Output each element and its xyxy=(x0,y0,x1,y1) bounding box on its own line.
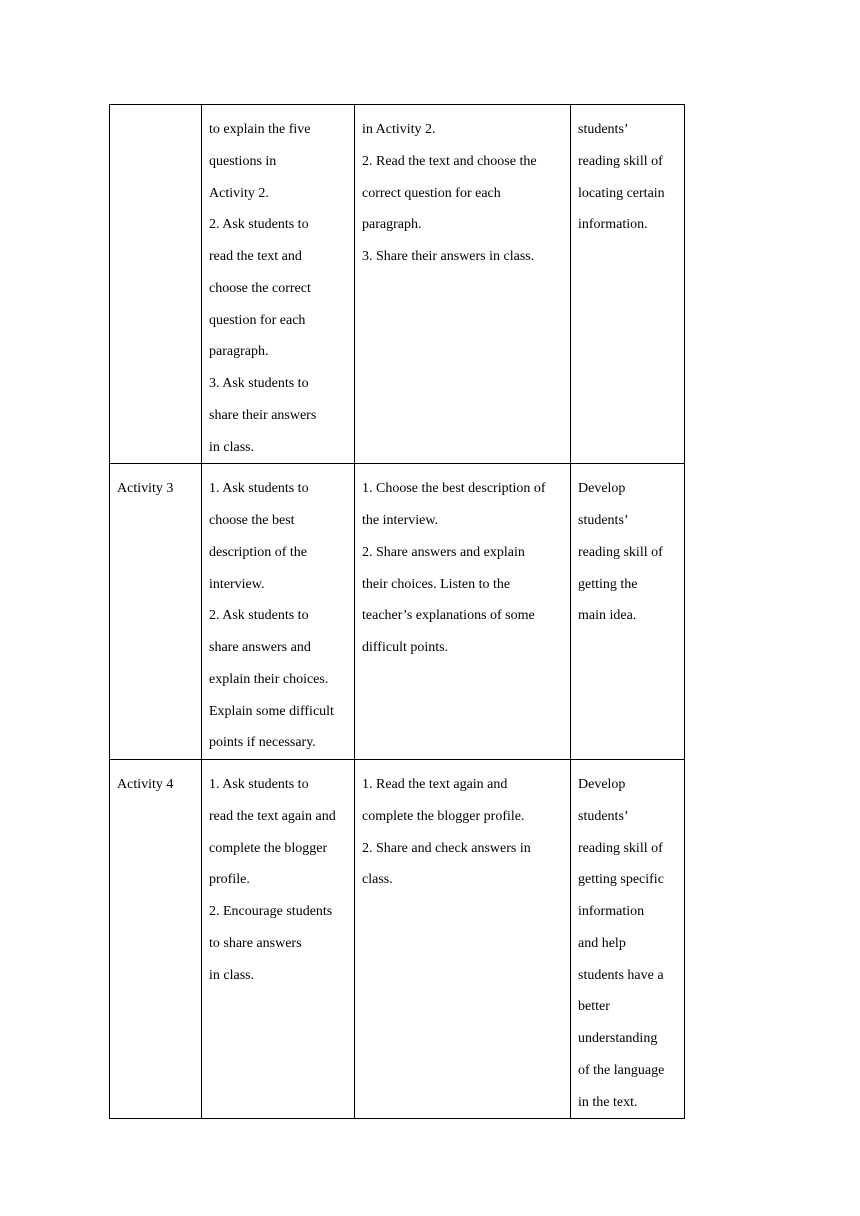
text-line: students have a xyxy=(578,967,664,983)
teacher-activity-cell xyxy=(202,464,355,760)
text-line: their choices. Listen to the xyxy=(362,576,511,592)
text-line: Explain some difficult xyxy=(209,703,334,719)
teacher-activity-cell xyxy=(202,105,355,464)
text-line: 2. Share and check answers in xyxy=(362,840,531,856)
text-line: information xyxy=(578,904,645,919)
text-line: main idea. xyxy=(578,608,637,624)
activity-table xyxy=(109,104,685,1119)
text-line: profile. xyxy=(209,872,250,888)
text-line: of the language xyxy=(578,1062,665,1078)
text-line: and help xyxy=(578,935,626,951)
text-line: share their answers xyxy=(209,407,317,423)
text-line: complete the blogger profile. xyxy=(362,808,525,824)
activity-cell xyxy=(110,464,202,760)
activity-label: Activity 4 xyxy=(117,777,174,792)
text-line: 1. Ask students to xyxy=(209,481,309,497)
text-line: in Activity 2. xyxy=(362,122,436,137)
text-line: correct question for each xyxy=(362,185,501,201)
activity-cell xyxy=(110,105,202,464)
text-line: 2. Ask students to xyxy=(209,608,309,624)
text-line: 2. Share answers and explain xyxy=(362,544,525,560)
text-line: the interview. xyxy=(362,513,439,528)
text-line: better xyxy=(578,999,610,1015)
table-row xyxy=(110,760,685,1119)
text-line: question for each xyxy=(209,312,306,328)
table-row xyxy=(110,105,685,464)
text-line: paragraph. xyxy=(209,344,269,360)
text-line: Activity 2. xyxy=(209,185,269,201)
text-line: 1. Read the text again and xyxy=(362,777,508,792)
teacher-activity-cell xyxy=(202,760,355,1119)
text-line: 3. Ask students to xyxy=(209,376,309,391)
text-line: read the text again and xyxy=(209,808,336,824)
text-line: teacher’s explanations of some xyxy=(362,608,535,624)
text-line: in class. xyxy=(209,439,255,455)
text-line: 2. Ask students to xyxy=(209,217,309,233)
student-activity-cell xyxy=(355,464,571,760)
text-line: complete the blogger xyxy=(209,840,328,856)
text-line: getting the xyxy=(578,576,638,592)
text-line: information. xyxy=(578,217,648,233)
text-line: difficult points. xyxy=(362,640,449,655)
purpose-cell xyxy=(571,105,685,464)
text-line: locating certain xyxy=(578,185,665,201)
table-row xyxy=(110,464,685,760)
text-line: paragraph. xyxy=(362,217,422,233)
text-line: students’ xyxy=(578,808,629,824)
text-line: in class. xyxy=(209,967,255,983)
purpose-cell xyxy=(571,760,685,1119)
text-line: description of the xyxy=(209,544,307,560)
activity-label: Activity 3 xyxy=(117,481,174,497)
text-line: 1. Ask students to xyxy=(209,777,309,792)
text-line: getting specific xyxy=(578,872,664,888)
text-line: reading skill of xyxy=(578,840,663,856)
text-line: understanding xyxy=(578,1031,658,1046)
purpose-cell xyxy=(571,464,685,760)
text-line: 2. Read the text and choose the xyxy=(362,153,537,169)
text-line: students’ xyxy=(578,513,629,528)
student-activity-cell xyxy=(355,760,571,1119)
text-line: reading skill of xyxy=(578,153,663,169)
text-line: in the text. xyxy=(578,1094,638,1110)
text-line: Develop xyxy=(578,777,626,792)
text-line: to share answers xyxy=(209,935,302,951)
text-line: Develop xyxy=(578,481,626,497)
text-line: points if necessary. xyxy=(209,735,316,751)
text-line: choose the correct xyxy=(209,280,311,296)
student-activity-cell xyxy=(355,105,571,464)
text-line: choose the best xyxy=(209,513,295,528)
text-line: to explain the five xyxy=(209,122,311,137)
text-line: 1. Choose the best description of xyxy=(362,481,546,497)
text-line: explain their choices. xyxy=(209,671,329,687)
activity-cell xyxy=(110,760,202,1119)
text-line: read the text and xyxy=(209,249,302,264)
text-line: questions in xyxy=(209,153,277,169)
text-line: reading skill of xyxy=(578,544,663,560)
text-line: 2. Encourage students xyxy=(209,904,333,919)
text-line: share answers and xyxy=(209,640,311,655)
text-line: students’ xyxy=(578,122,629,137)
text-line: interview. xyxy=(209,576,265,592)
text-line: 3. Share their answers in class. xyxy=(362,249,535,264)
text-line: class. xyxy=(362,872,393,888)
